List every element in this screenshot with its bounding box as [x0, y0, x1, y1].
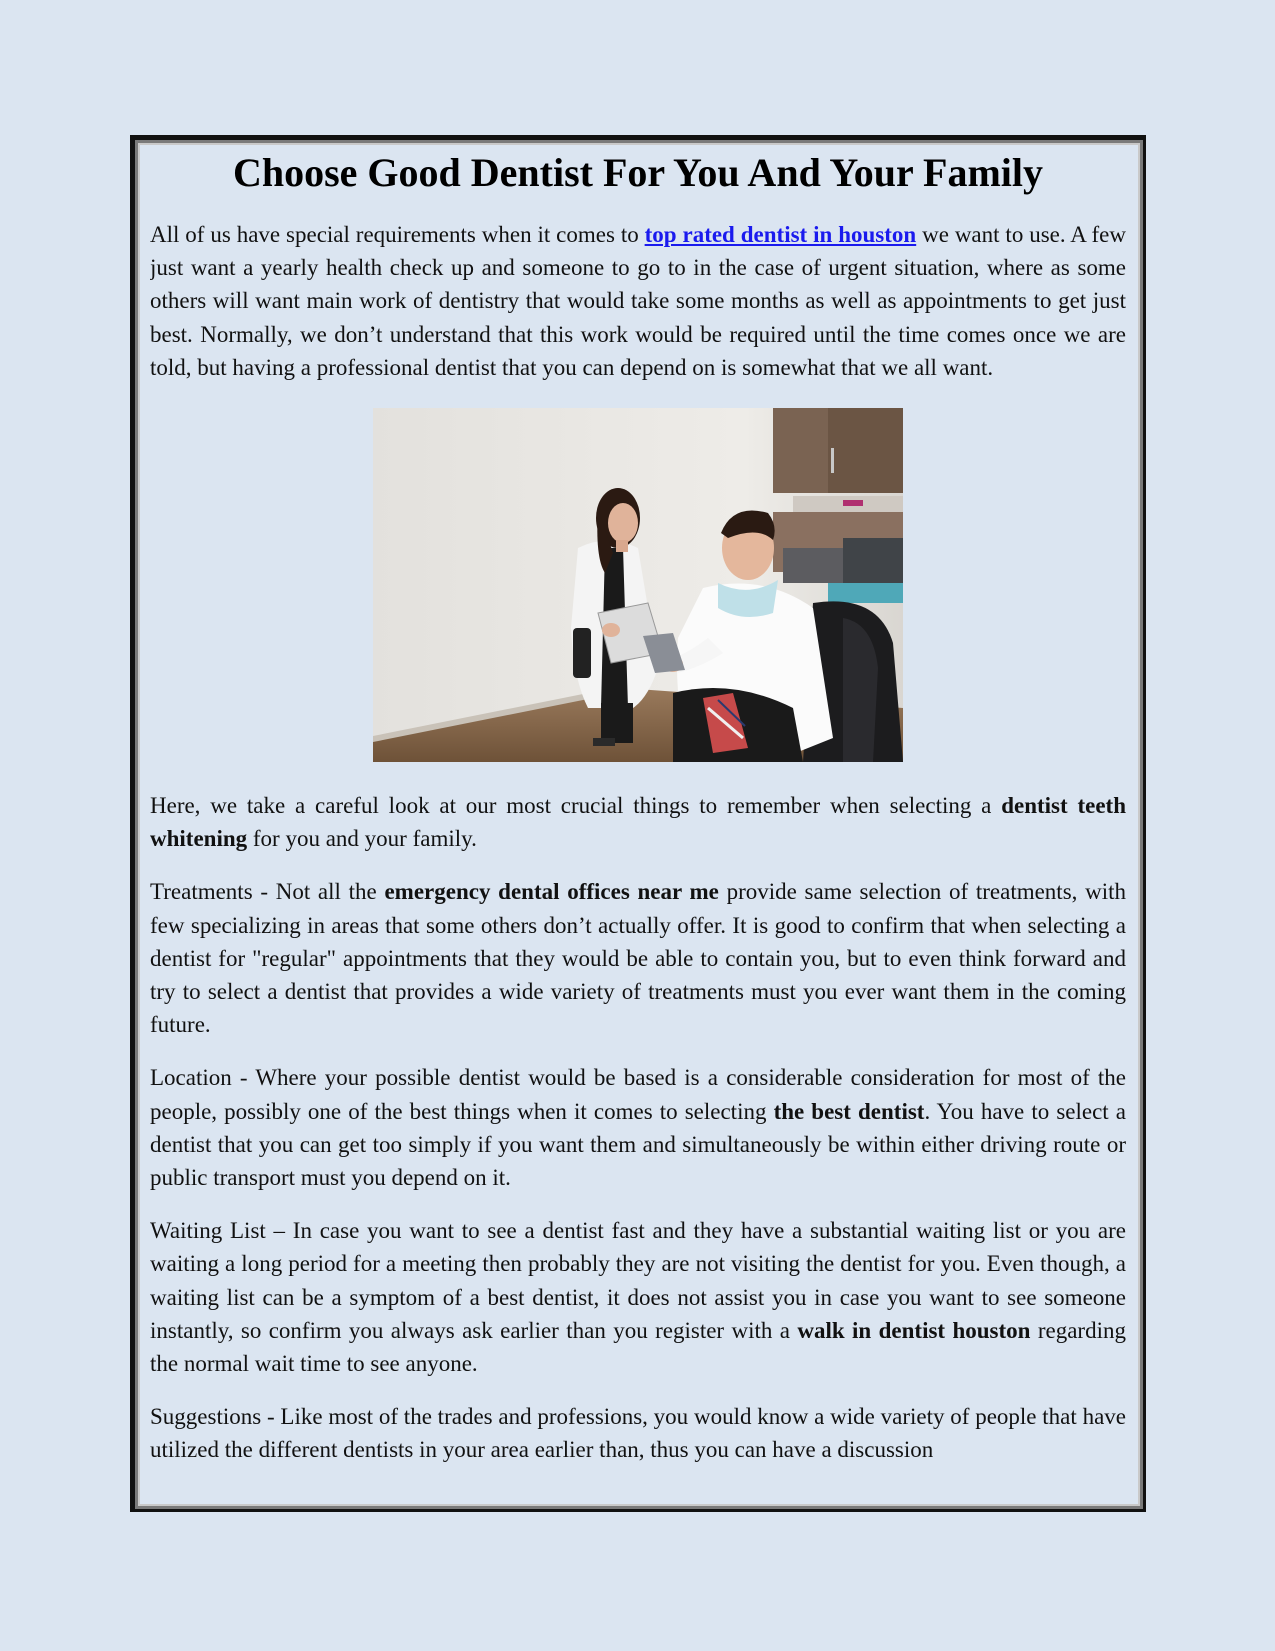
p2-text-before: Here, we take a careful look at our most crucial things to remember when selecting a: [150, 793, 1002, 819]
article-content: [150, 146, 1126, 1501]
keyword-walk-in-dentist-houston: walk in dentist houston: [797, 1317, 1031, 1343]
selection-intro-paragraph: [150, 789, 1126, 855]
p3-text-after: provide same selection of treatments, with few specializing in areas that some others don’t actually offer. It is good to confirm that when selecting a dentist for "regular" appointments that they would be able to contain you, but to even think forward and try to select a dentist that provides a wide variety of treatments must you ever want them in the coming future.: [150, 879, 1126, 1038]
intro-paragraph: [150, 218, 1126, 384]
p3-text-before: Treatments - Not all the: [150, 879, 385, 905]
keyword-dentist-teeth-whitening: dentist teeth whitening: [150, 793, 1126, 852]
keyword-the-best-dentist: the best dentist: [773, 1098, 925, 1124]
intro-text-before: All of us have special requirements when it comes to: [150, 222, 645, 247]
p5-text-after: regarding the normal wait time to see anyone.: [150, 1317, 1126, 1377]
p4-text-after: . You have to select a dentist that you can get too simply if you want them and simultaneously be within either driving route or public transport must you depend on it.: [150, 1098, 1126, 1191]
suggestions-paragraph: Suggestions - Like most of the trades and professions, you would know a wide variety of people that have utilized the different dentists in your area earlier than, thus you can have a discussion: [150, 1404, 1126, 1463]
waiting-list-paragraph: [150, 1214, 1126, 1380]
p5-text-before: Waiting List – In case you want to see a dentist fast and they have a substantial waiting list or you are waiting a long period for a meeting then probably they are not visiting the dentist for you. Even though, a waiting list can be a symptom of a best dentist, it does not assist you in case you want to see someone instantly, so confirm you always ask earlier than you register with a: [150, 1218, 1126, 1343]
treatments-paragraph: [150, 875, 1126, 1041]
dentist-patient-photo: [373, 408, 903, 762]
article-title: Choose Good Dentist For You And Your Family: [232, 150, 1044, 195]
intro-text-after: we want to use. A few just want a yearly health check up and someone to go to in the case of urgent situation, where as some others will want main work of dentistry that would take some months as well as appointments to get just best. Normally, we don’t understand that this work would be required until the time comes once we are told, but having a professional dentist that you can depend on is somewhat that we all want.: [150, 222, 1126, 380]
p4-text-before: Location - Where your possible dentist would be based is a considerable consideration for most of the people, possibly one of the best things when it comes to selecting: [150, 1065, 1126, 1124]
p2-text-after: for you and your family.: [247, 826, 477, 852]
location-paragraph: [150, 1061, 1126, 1194]
top-rated-dentist-link[interactable]: top rated dentist in houston: [644, 222, 917, 247]
keyword-emergency-dental-offices: emergency dental offices near me: [384, 879, 719, 905]
